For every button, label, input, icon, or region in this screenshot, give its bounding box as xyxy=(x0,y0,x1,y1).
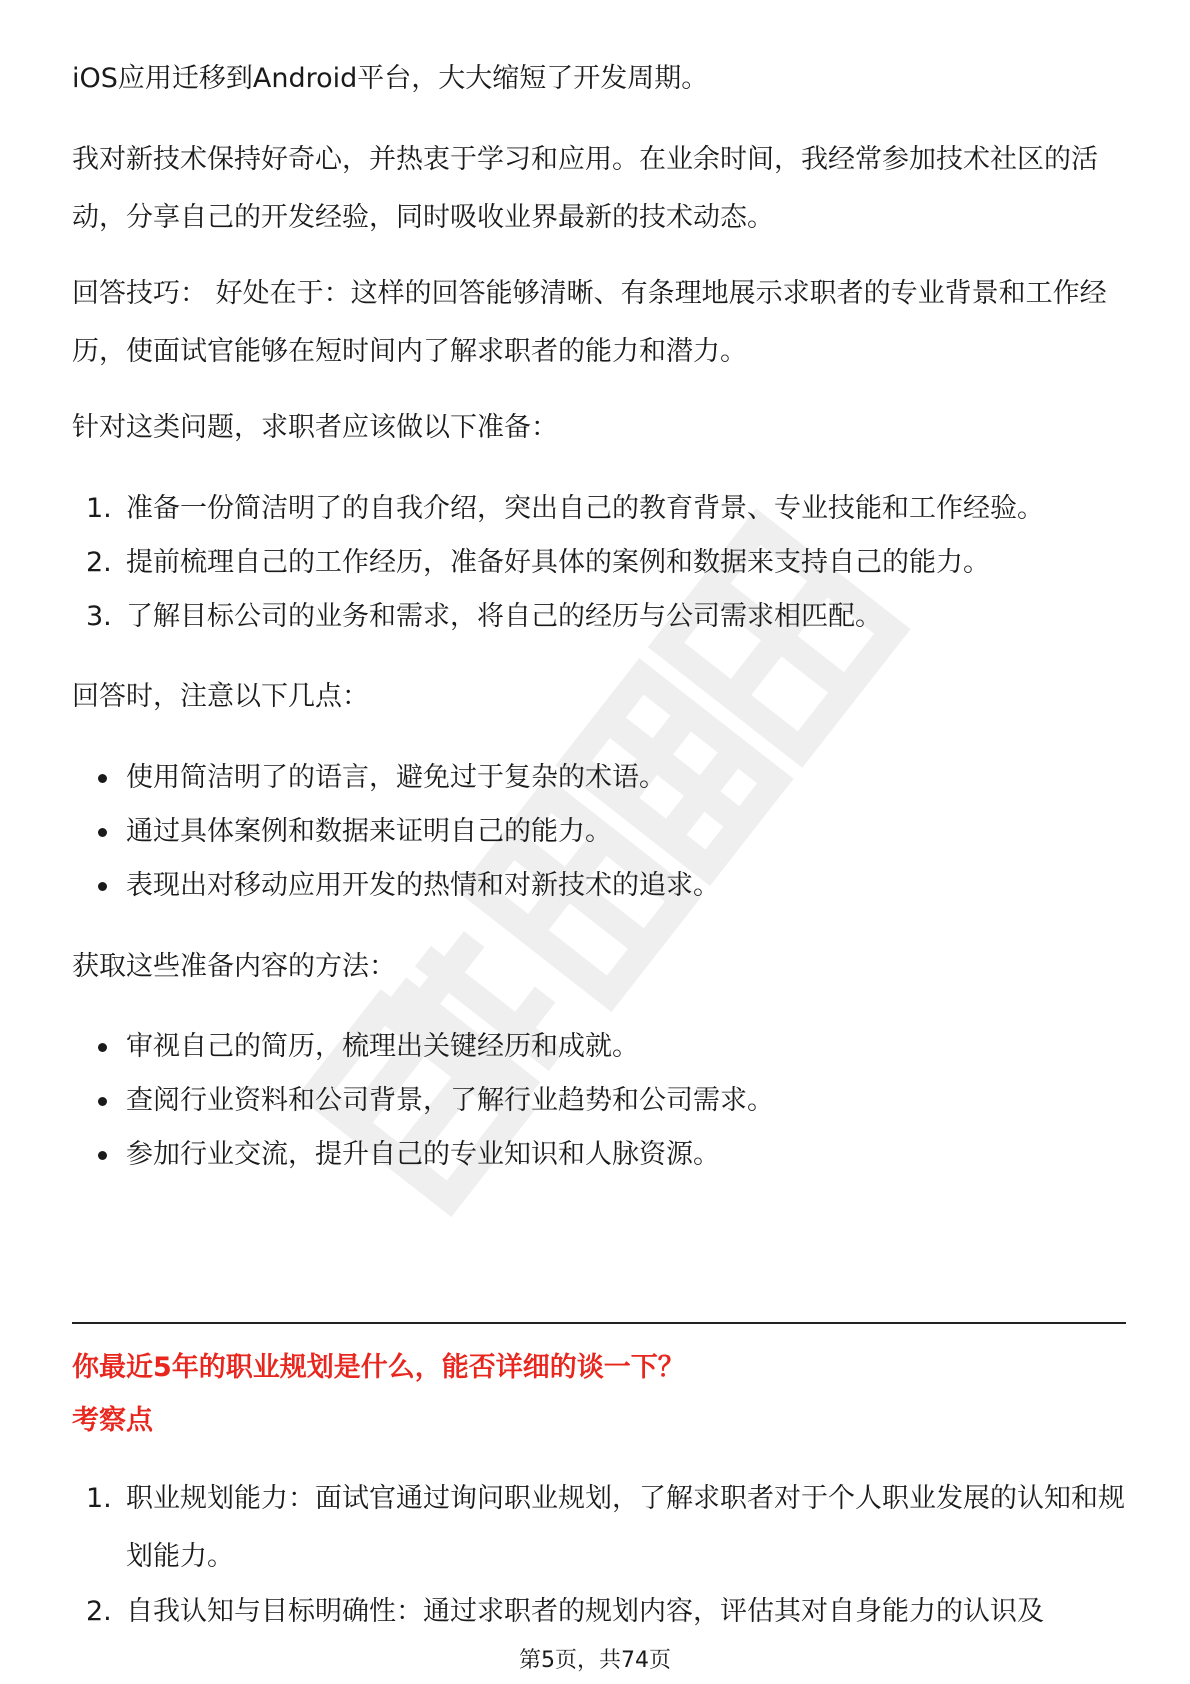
list-item xyxy=(72,1470,1126,1586)
list-item xyxy=(72,1583,1126,1641)
list-item-text: 表现出对移动应用开发的热情和对新技术的追求。 xyxy=(126,870,720,901)
list-item-text: 参加行业交流，提升自己的专业知识和人脉资源。 xyxy=(126,1139,720,1170)
paragraph-ios-migration: iOS应用迁移到Android平台，大大缩短了开发周期。 xyxy=(72,63,709,94)
paragraph-curiosity: 我对新技术保持好奇心，并热衷于学习和应用。在业余时间，我经常参加技术社区的活动，分享自己的开发经验，同时吸收业界最新的技术动态。 xyxy=(72,144,1098,233)
question-heading: 你最近5年的职业规划是什么，能否详细的谈一下？ xyxy=(72,1352,685,1383)
paragraph-answer-tips: 回答技巧： 好处在于：这样的回答能够清晰、有条理地展示求职者的专业背景和工作经历，使面试官能够在短时间内了解求职者的能力和潜力。 xyxy=(72,278,1107,367)
paragraph-prep-intro: 针对这类问题，求职者应该做以下准备： xyxy=(72,412,558,443)
list-item-text: 通过具体案例和数据来证明自己的能力。 xyxy=(126,816,612,847)
list-item-text: 职业规划能力：面试官通过询问职业规划，了解求职者对于个人职业发展的认知和规划能力。 xyxy=(126,1483,1125,1572)
list-item xyxy=(72,588,1126,646)
bullet-dot-icon xyxy=(98,1043,107,1052)
list-item-text: 准备一份简洁明了的自我介绍，突出自己的教育背景、专业技能和工作经验。 xyxy=(126,493,1044,524)
list-number: 3. xyxy=(86,601,112,632)
list-item xyxy=(72,1126,1126,1184)
list-item-text: 提前梳理自己的工作经历，准备好具体的案例和数据来支持自己的能力。 xyxy=(126,547,990,578)
list-item xyxy=(72,803,1126,861)
section-subheading: 考察点 xyxy=(72,1405,153,1436)
list-item xyxy=(72,749,1126,807)
bullet-dot-icon xyxy=(98,828,107,837)
list-item-text: 自我认知与目标明确性：通过求职者的规划内容，评估其对自身能力的认识及 xyxy=(126,1596,1044,1627)
list-item xyxy=(72,480,1126,538)
list-number: 2. xyxy=(86,547,112,578)
list-item-text: 使用简洁明了的语言，避免过于复杂的术语。 xyxy=(126,762,666,793)
list-item-text: 查阅行业资料和公司背景，了解行业趋势和公司需求。 xyxy=(126,1085,774,1116)
list-item xyxy=(72,1018,1126,1076)
list-item xyxy=(72,534,1126,592)
page-number: 第5页，共74页 xyxy=(519,1648,671,1673)
bullet-dot-icon xyxy=(98,774,107,783)
bullet-dot-icon xyxy=(98,882,107,891)
section-divider xyxy=(72,1322,1126,1324)
list-item-text: 审视自己的简历，梳理出关键经历和成就。 xyxy=(126,1031,639,1062)
bullet-dot-icon xyxy=(98,1151,107,1160)
list-number: 1. xyxy=(86,1483,112,1514)
list-item-text: 了解目标公司的业务和需求，将自己的经历与公司需求相匹配。 xyxy=(126,601,882,632)
list-number: 1. xyxy=(86,493,112,524)
paragraph-answer-notes: 回答时，注意以下几点： xyxy=(72,681,369,712)
paragraph-methods-intro: 获取这些准备内容的方法： xyxy=(72,951,396,982)
list-item xyxy=(72,857,1126,915)
list-number: 2. xyxy=(86,1596,112,1627)
bullet-dot-icon xyxy=(98,1097,107,1106)
list-item xyxy=(72,1072,1126,1130)
